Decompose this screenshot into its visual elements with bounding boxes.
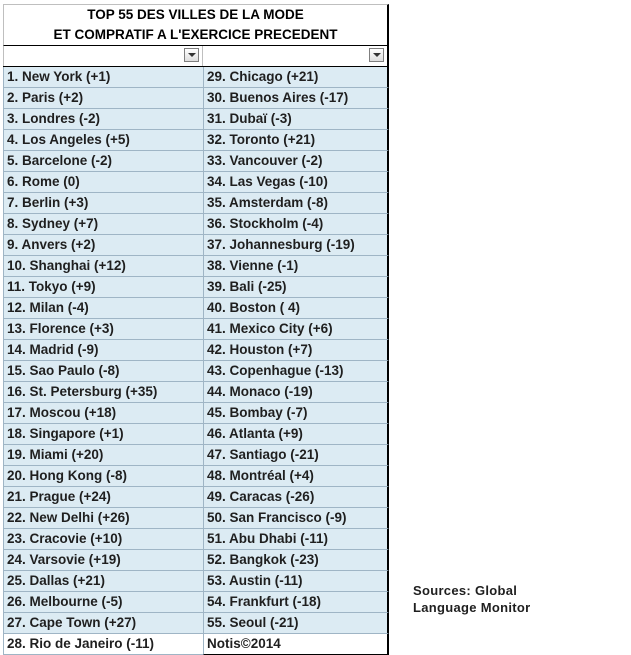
cell-left[interactable]: 2. Paris (+2) <box>3 88 203 109</box>
cell-right[interactable]: 37. Johannesburg (-19) <box>203 235 389 256</box>
filter-header-right <box>202 46 389 66</box>
cell-left[interactable]: 20. Hong Kong (-8) <box>3 466 203 487</box>
cell-left[interactable]: 8. Sydney (+7) <box>3 214 203 235</box>
table-row <box>3 382 389 403</box>
cell-right[interactable]: 44. Monaco (-19) <box>203 382 389 403</box>
cell-left[interactable]: 23. Cracovie (+10) <box>3 529 203 550</box>
cell-right[interactable]: 35. Amsterdam (-8) <box>203 193 389 214</box>
table-row <box>3 277 389 298</box>
cell-left[interactable]: 14. Madrid (-9) <box>3 340 203 361</box>
cell-right[interactable]: 52. Bangkok (-23) <box>203 550 389 571</box>
sources-line-1: Sources: Global <box>413 583 518 598</box>
table-row <box>3 613 389 634</box>
cell-left[interactable]: 3. Londres (-2) <box>3 109 203 130</box>
cell-right[interactable]: 53. Austin (-11) <box>203 571 389 592</box>
cell-right[interactable]: 55. Seoul (-21) <box>203 613 389 634</box>
cell-right[interactable]: Notis©2014 <box>203 634 389 655</box>
cell-left[interactable]: 13. Florence (+3) <box>3 319 203 340</box>
table-row <box>3 88 389 109</box>
table-row <box>3 466 389 487</box>
table-body <box>3 67 389 655</box>
table-row <box>3 529 389 550</box>
table-row <box>3 235 389 256</box>
table-row <box>3 361 389 382</box>
table-row <box>3 151 389 172</box>
cell-left[interactable]: 27. Cape Town (+27) <box>3 613 203 634</box>
cell-left[interactable]: 16. St. Petersburg (+35) <box>3 382 203 403</box>
filter-dropdown-right-icon[interactable] <box>369 48 384 62</box>
table-row <box>3 634 389 655</box>
cell-left[interactable]: 24. Varsovie (+19) <box>3 550 203 571</box>
cell-right[interactable]: 48. Montréal (+4) <box>203 466 389 487</box>
cell-right[interactable]: 42. Houston (+7) <box>203 340 389 361</box>
cell-left[interactable]: 9. Anvers (+2) <box>3 235 203 256</box>
cell-right[interactable]: 47. Santiago (-21) <box>203 445 389 466</box>
filter-dropdown-left-icon[interactable] <box>184 48 199 62</box>
cell-right[interactable]: 51. Abu Dhabi (-11) <box>203 529 389 550</box>
cell-left[interactable]: 25. Dallas (+21) <box>3 571 203 592</box>
cell-right[interactable]: 43. Copenhague (-13) <box>203 361 389 382</box>
table-row <box>3 214 389 235</box>
cell-right[interactable]: 39. Bali (-25) <box>203 277 389 298</box>
table-row <box>3 298 389 319</box>
table-row <box>3 487 389 508</box>
cell-right[interactable]: 29. Chicago (+21) <box>203 67 389 88</box>
table-row <box>3 403 389 424</box>
table-subtitle: ET COMPRATIF A L'EXERCICE PRECEDENT <box>3 25 389 46</box>
table-row <box>3 508 389 529</box>
table-row <box>3 193 389 214</box>
cell-left[interactable]: 22. New Delhi (+26) <box>3 508 203 529</box>
table-row <box>3 172 389 193</box>
cell-right[interactable]: 45. Bombay (-7) <box>203 403 389 424</box>
cell-left[interactable]: 12. Milan (-4) <box>3 298 203 319</box>
cell-left[interactable]: 6. Rome (0) <box>3 172 203 193</box>
cell-left[interactable]: 1. New York (+1) <box>3 67 203 88</box>
cell-right[interactable]: 33. Vancouver (-2) <box>203 151 389 172</box>
filter-header-row <box>3 46 389 67</box>
table-row <box>3 571 389 592</box>
cell-left[interactable]: 5. Barcelone (-2) <box>3 151 203 172</box>
cell-right[interactable]: 31. Dubaï (-3) <box>203 109 389 130</box>
cell-right[interactable]: 34. Las Vegas (-10) <box>203 172 389 193</box>
table-row <box>3 592 389 613</box>
table-row <box>3 130 389 151</box>
cell-right[interactable]: 50. San Francisco (-9) <box>203 508 389 529</box>
table-row <box>3 424 389 445</box>
sources-note <box>413 582 530 616</box>
cell-right[interactable]: 54. Frankfurt (-18) <box>203 592 389 613</box>
cell-left[interactable]: 11. Tokyo (+9) <box>3 277 203 298</box>
cell-left[interactable]: 7. Berlin (+3) <box>3 193 203 214</box>
table-row <box>3 550 389 571</box>
table-title: TOP 55 DES VILLES DE LA MODE <box>3 4 389 25</box>
cell-left[interactable]: 19. Miami (+20) <box>3 445 203 466</box>
cell-right[interactable]: 30. Buenos Aires (-17) <box>203 88 389 109</box>
cell-left[interactable]: 28. Rio de Janeiro (-11) <box>3 634 203 655</box>
table-row <box>3 445 389 466</box>
cell-left[interactable]: 15. Sao Paulo (-8) <box>3 361 203 382</box>
table-row <box>3 109 389 130</box>
cell-left[interactable]: 18. Singapore (+1) <box>3 424 203 445</box>
cell-right[interactable]: 40. Boston ( 4) <box>203 298 389 319</box>
cell-right[interactable]: 38. Vienne (-1) <box>203 256 389 277</box>
cell-left[interactable]: 17. Moscou (+18) <box>3 403 203 424</box>
cell-right[interactable]: 49. Caracas (-26) <box>203 487 389 508</box>
cell-right[interactable]: 36. Stockholm (-4) <box>203 214 389 235</box>
filter-header-left <box>3 46 202 66</box>
spreadsheet-table <box>3 4 389 655</box>
cell-right[interactable]: 32. Toronto (+21) <box>203 130 389 151</box>
table-row <box>3 256 389 277</box>
table-row <box>3 319 389 340</box>
cell-left[interactable]: 4. Los Angeles (+5) <box>3 130 203 151</box>
cell-left[interactable]: 26. Melbourne (-5) <box>3 592 203 613</box>
cell-right[interactable]: 46. Atlanta (+9) <box>203 424 389 445</box>
cell-right[interactable]: 41. Mexico City (+6) <box>203 319 389 340</box>
sources-line-2: Language Monitor <box>413 600 531 615</box>
cell-left[interactable]: 10. Shanghai (+12) <box>3 256 203 277</box>
table-row <box>3 67 389 88</box>
cell-left[interactable]: 21. Prague (+24) <box>3 487 203 508</box>
table-row <box>3 340 389 361</box>
